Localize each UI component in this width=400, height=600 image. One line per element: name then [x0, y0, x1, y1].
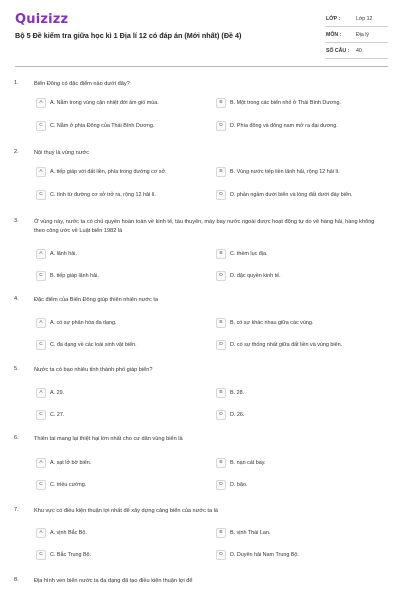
option-text: C. thềm lục địa. — [230, 250, 268, 257]
option-letter: D — [216, 410, 226, 420]
option-a[interactable] — [36, 248, 77, 259]
option-b[interactable] — [216, 166, 340, 177]
question-number: 3. — [14, 218, 19, 224]
question-text: Ở vùng này, nước ta có chủ quyền hoàn toàn về kinh tế, tàu thuyền, máy bay nước ngoài được hoạt động tự do về hàng hải, hàng không theo công ước về Luật biển 1982 là — [34, 219, 375, 234]
option-text: D. Phía đông và đông nam mở ra đại dương. — [230, 122, 338, 129]
document-title: Bộ 5 Đề kiểm tra giữa học kì 1 Địa lí 12 có đáp án (Mới nhất) (Đề 4) — [15, 31, 242, 40]
option-letter: A — [36, 98, 46, 108]
option-letter: C — [36, 121, 46, 131]
meta-value: Địa lý — [356, 31, 369, 38]
option-b[interactable] — [216, 317, 313, 328]
option-b[interactable] — [216, 248, 267, 259]
option-letter: C — [36, 271, 46, 281]
option-d[interactable] — [216, 479, 247, 490]
meta-value: 40 — [356, 47, 362, 54]
option-text: D. có sự thống nhất giữa đất liền và vùng biển. — [230, 341, 343, 348]
option-c[interactable] — [36, 549, 91, 560]
option-text: B. tiếp giáp lãnh hải. — [50, 272, 99, 279]
meta-label: LỚP : — [326, 15, 341, 22]
option-letter: A — [36, 167, 46, 177]
question-text: Nội thuỷ là vùng nước — [34, 150, 89, 156]
question-number: 4. — [14, 296, 19, 302]
option-letter: B — [216, 98, 226, 108]
option-text: A. lãnh hải. — [50, 250, 77, 257]
option-c[interactable] — [36, 409, 64, 420]
meta-label: MÔN : — [326, 31, 342, 38]
option-text: D. bão. — [230, 481, 248, 488]
option-letter: A — [36, 318, 46, 328]
option-text: C. Nằm ở phía Đông của Thái Bình Dương. — [50, 122, 155, 129]
option-letter: B — [216, 388, 226, 398]
option-b[interactable] — [216, 97, 341, 108]
option-text: A. Nằm trong vùng cận nhiệt đới ẩm gió mùa. — [50, 99, 159, 106]
option-letter: D — [216, 550, 226, 560]
option-text: D. phần ngầm dưới biển và lòng đất dưới đáy biển. — [230, 191, 353, 198]
question-text: Khu vực có điều kiện thuận lợi nhất để xây dựng cảng biển của nước ta là — [34, 508, 219, 514]
option-a[interactable] — [36, 387, 64, 398]
option-b[interactable] — [216, 527, 270, 538]
question-number: 5. — [14, 366, 19, 372]
option-letter: C — [36, 480, 46, 490]
option-letter: A — [36, 388, 46, 398]
question-number: 6. — [14, 435, 19, 441]
question-text: Biển Đông có đặc điểm nào dưới đây? — [34, 81, 130, 87]
option-c[interactable] — [36, 270, 99, 281]
option-text: A. có sự phân hóa đa dạng. — [50, 319, 117, 326]
question-text: Nước ta có bao nhiêu tỉnh thành phố giáp biển? — [34, 367, 153, 373]
option-d[interactable] — [216, 189, 352, 200]
option-text: C. Bắc Trung Bộ. — [50, 551, 92, 558]
option-text: B. Một trong các biển nhỏ ở Thái Bình Dương. — [230, 99, 341, 106]
option-c[interactable] — [36, 479, 86, 490]
option-letter: C — [36, 410, 46, 420]
option-c[interactable] — [36, 339, 137, 350]
question-number: 7. — [14, 507, 19, 513]
option-a[interactable] — [36, 97, 159, 108]
option-d[interactable] — [216, 409, 244, 420]
option-letter: B — [216, 528, 226, 538]
option-c[interactable] — [36, 189, 156, 200]
option-text: C. triều cường. — [50, 481, 87, 488]
option-text: B. có sự khác nhau giữa các vùng. — [230, 319, 314, 326]
option-a[interactable] — [36, 166, 167, 177]
option-text: C. tính từ đường cơ sở trở ra, rộng 12 hải lí. — [50, 191, 156, 198]
question-number: 8. — [14, 577, 19, 583]
option-letter: B — [216, 249, 226, 259]
option-text: B. nạn cát bay. — [230, 459, 266, 466]
option-letter: D — [216, 340, 226, 350]
meta-value: Lớp 12 — [356, 15, 373, 22]
question-number: 1. — [14, 80, 19, 86]
option-text: B. vịnh Thái Lan. — [230, 529, 271, 536]
quizizz-logo: Quizizz — [15, 12, 69, 27]
option-letter: C — [36, 550, 46, 560]
question-number: 2. — [14, 149, 19, 155]
question-text: Đặc điểm của Biển Đông giúp thiên nhiên nước ta — [34, 297, 159, 303]
option-d[interactable] — [216, 270, 281, 281]
option-letter: C — [36, 340, 46, 350]
option-text: A. sạt lở bờ biển. — [50, 459, 92, 466]
meta-label: SỐ CÂU : — [326, 47, 350, 54]
option-letter: A — [36, 249, 46, 259]
option-text: D. 26. — [230, 411, 245, 418]
option-text: C. đa dạng về các loài sinh vật biển. — [50, 341, 137, 348]
option-b[interactable] — [216, 457, 266, 468]
option-a[interactable] — [36, 457, 91, 468]
option-letter: C — [36, 190, 46, 200]
option-letter: A — [36, 528, 46, 538]
option-text: A. tiếp giáp với đất liền, phía trong đường cơ sở. — [50, 168, 167, 175]
option-letter: D — [216, 121, 226, 131]
option-letter: B — [216, 458, 226, 468]
option-letter: B — [216, 318, 226, 328]
question-text: Thiên tai mang lại thiệt hại lớn nhất cho cư dân vùng biển là — [34, 436, 183, 442]
option-letter: D — [216, 190, 226, 200]
option-d[interactable] — [216, 339, 342, 350]
option-text: A. vịnh Bắc Bộ. — [50, 529, 87, 536]
option-c[interactable] — [36, 120, 154, 131]
option-text: D. đặc quyền kinh tế. — [230, 272, 281, 279]
option-letter: B — [216, 167, 226, 177]
option-text: A. 29. — [50, 389, 65, 396]
option-a[interactable] — [36, 317, 117, 328]
option-text: C. 27. — [50, 411, 65, 418]
option-letter: D — [216, 480, 226, 490]
option-text: B. 28. — [230, 389, 245, 396]
option-letter: D — [216, 271, 226, 281]
option-a[interactable] — [36, 527, 87, 538]
option-d[interactable] — [216, 120, 338, 131]
option-d[interactable] — [216, 549, 299, 560]
option-text: B. Vùng nước tiếp liền lãnh hải, rộng 12 hải lí. — [230, 168, 340, 175]
option-b[interactable] — [216, 387, 244, 398]
option-letter: A — [36, 458, 46, 468]
question-text: Địa hình ven biển nước ta đa dạng đã tạo điều kiện thuận lợi để — [34, 578, 193, 584]
option-text: D. Duyên hải Nam Trung Bộ. — [230, 551, 299, 558]
